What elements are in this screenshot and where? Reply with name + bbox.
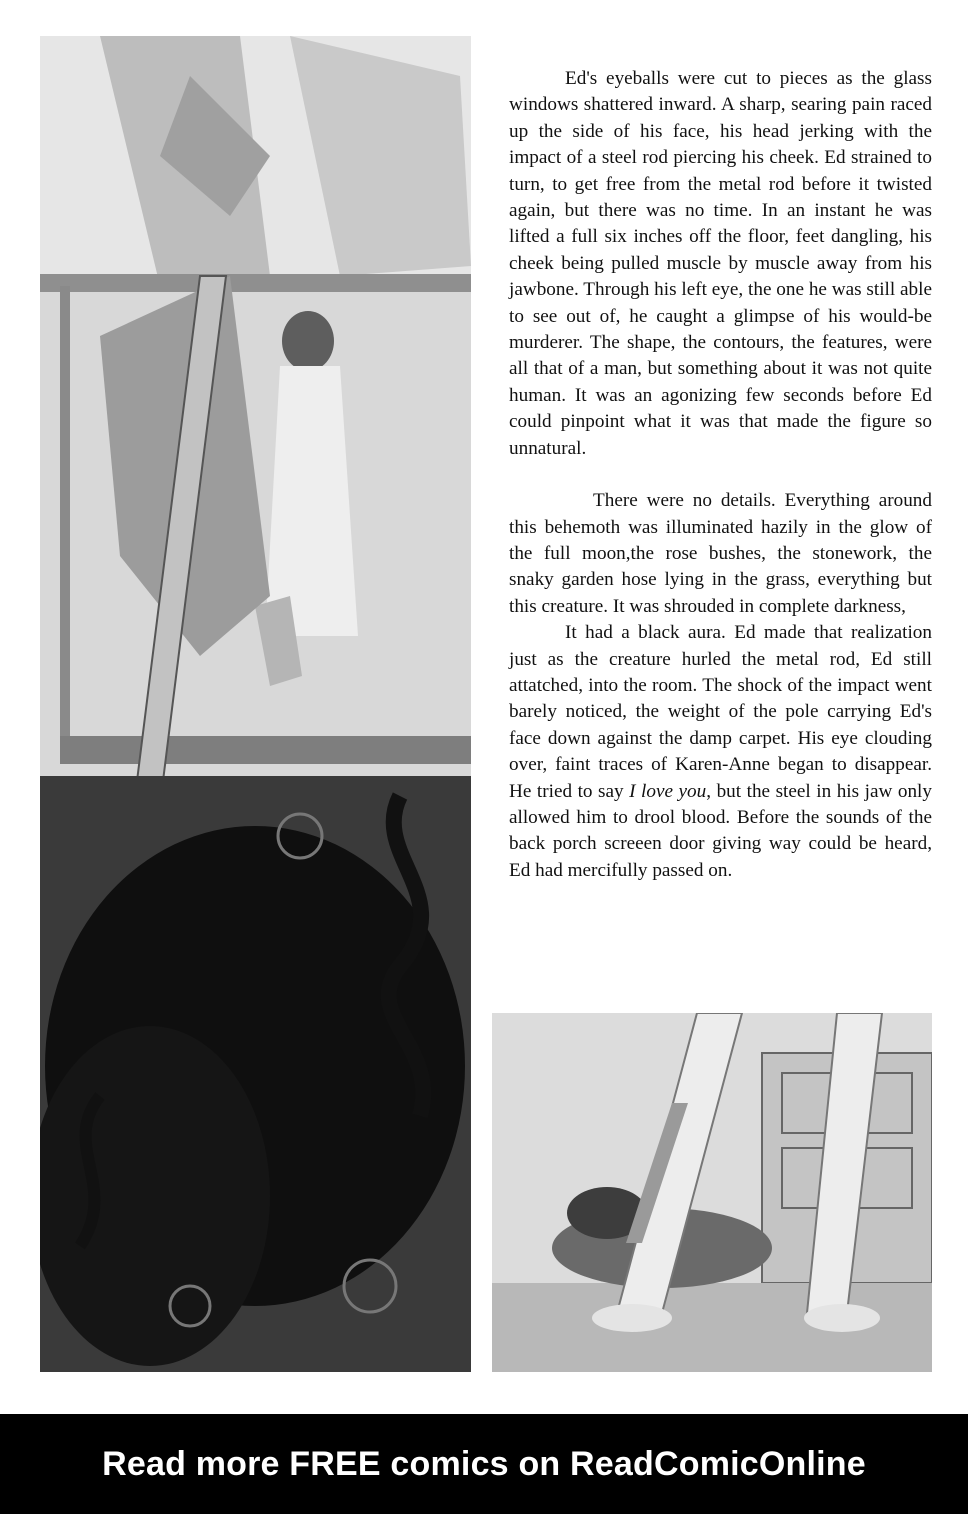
- story-paragraph-3: [509, 620, 932, 884]
- illustration-window-attack: [40, 36, 471, 1372]
- window-attack-artwork: [40, 36, 471, 1372]
- story-italic-phrase: I love you: [629, 780, 707, 802]
- footer-banner[interactable]: [0, 1414, 968, 1514]
- story-text: [509, 66, 932, 884]
- story-paragraph-1: Ed's eyeballs were cut to pieces as the glass windows shattered inward. A sharp, searing pain raced up the side of his face, his head jerking with the impact of a steel rod piercing his cheek. Ed strained to turn, to get free from the metal rod before it twisted again, but there was no time. In an instant he was lifted a full six inches off the floor, feet dangling, his cheek being pulled muscle by muscle away from his jawbone. Through his left eye, the one he was still able to see out of, he caught a glimpse of his would-be murderer. The shape, the contours, the features, were all that of a man, but something about it was not quite human. It was an agonizing few seconds before Ed could pinpoint what it was that made the figure so unnatural.: [509, 68, 932, 459]
- fallen-body-artwork: [492, 1013, 932, 1372]
- story-paragraph-3-start: It had a black aura. Ed made that realization just as the creature hurled the metal rod, Ed still attatched, into the room. The shock of the impact went barely noticed, the weight of the pole carrying Ed's face down against the damp carpet. His eye clouding over, faint traces of Karen-Anne began to disappear. He tried to say: [509, 622, 932, 802]
- story-paragraph-2: There were no details. Everything around this behemoth was illuminated hazily in the glow of the full moon,the rose bushes, the stonework, the snaky garden hose lying in the grass, everything but this creature. It was shrouded in complete darkness,: [509, 490, 932, 617]
- footer-banner-text[interactable]: Read more FREE comics on ReadComicOnline: [102, 1444, 866, 1483]
- story-paragraph-3-end: , but the steel in his jaw only allowed him to drool blood. Before the sounds of the back porch screeen door giving way could be heard, Ed had mercifully passed on.: [509, 780, 932, 881]
- illustration-fallen-body: [492, 1013, 932, 1372]
